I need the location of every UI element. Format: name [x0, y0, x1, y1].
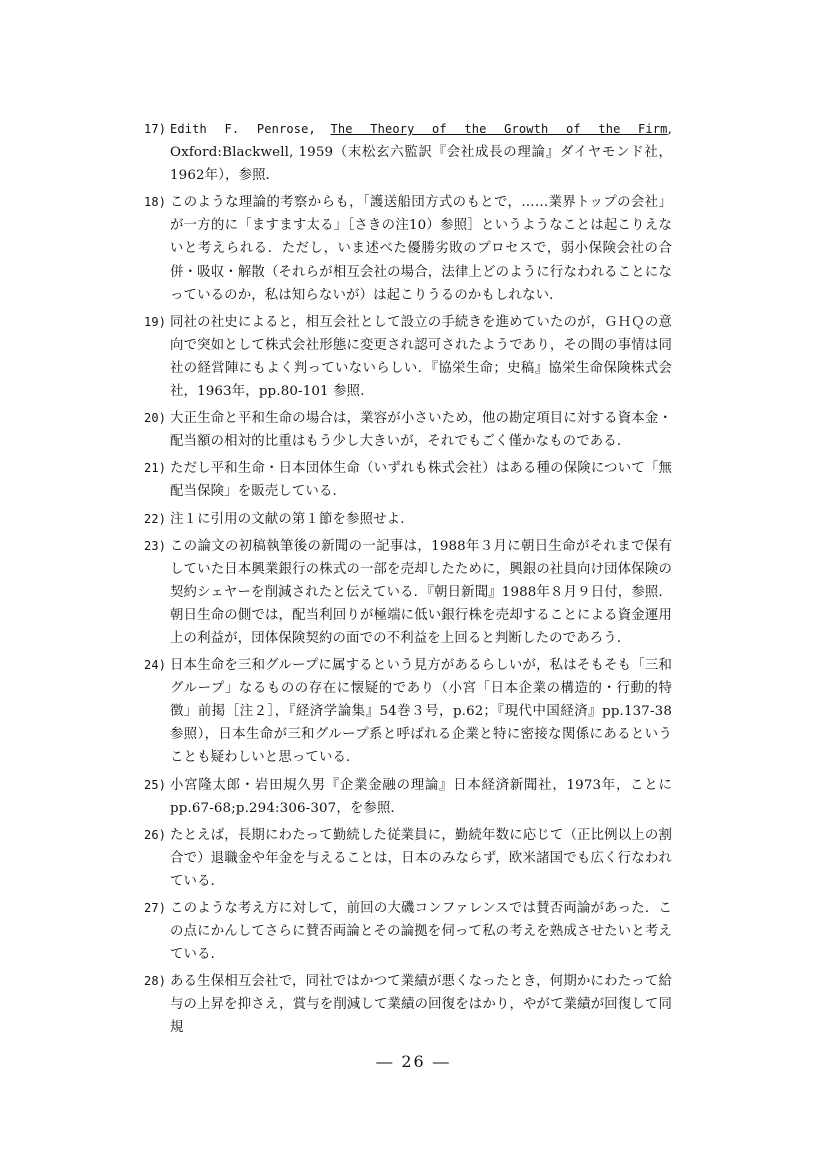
footnote-21 — [144, 457, 672, 503]
footnote-20 — [144, 407, 672, 453]
footnote-17 — [144, 118, 672, 187]
footnote-number: 18) — [144, 195, 167, 210]
footnote-23 — [144, 535, 672, 650]
page-number: ― 26 ― — [376, 1052, 451, 1071]
footnote-22 — [144, 508, 672, 531]
footnote-text: ただし平和生命・日本団体生命（いずれも株式会社）はある種の保険について「無配当保険」を販売している． — [170, 461, 672, 500]
footnote-rest: , Oxford:Blackwell, 1959（末松玄六監訳『会社成長の理論』ダイヤモンド社，1962年），参照． — [170, 122, 672, 184]
footnote-number: 25) — [144, 777, 167, 792]
footnote-28 — [144, 970, 672, 1039]
footnote-number: 20) — [144, 411, 167, 426]
footnote-text: 注１に引用の文献の第１節を参照せよ． — [170, 511, 414, 527]
footnote-number: 21) — [144, 461, 167, 476]
footnote-26 — [144, 824, 672, 893]
footnote-24 — [144, 654, 672, 769]
footnote-27 — [144, 897, 672, 966]
footnote-number: 19) — [144, 314, 167, 329]
footnote-number: 23) — [144, 538, 167, 553]
footnote-text: 日本生命を三和グループに属するという見方があるらしいが，私はそもそも「三和グループ」なるものの存在に懐疑的であり（小宮「日本企業の構造的・行動的特徴」前掲［注２］，『経済学論集』54巻３号，p.62；『現代中国経済』pp.137-38 参照），日本生命が三和グループ系と呼ばれる企業と特に密接な関係にあるということも疑わしいと思っている． — [170, 658, 672, 766]
footnote-text: 小宮隆太郎・岩田規久男『企業金融の理論』日本経済新聞社，1973年，ことにpp.67-68;p.294:306-307，を参照． — [170, 777, 672, 816]
footnote-number: 17) — [144, 122, 167, 136]
footnote-text: 大正生命と平和生命の場合は，業容が小さいため，他の勘定項目に対する資本金・配当額の相対的比重はもう少し大きいが，それでもごく僅かなものである． — [170, 411, 672, 450]
footnote-text: このような考え方に対して，前回の大磯コンファレンスでは賛否両論があった．この点にかんしてさらに賛否両論とその論拠を伺って私の考えを熟成させたいと考えている． — [170, 901, 672, 963]
footnote-number: 24) — [144, 658, 167, 673]
footnote-25 — [144, 774, 672, 820]
footnotes-section — [144, 118, 672, 1044]
footnote-text — [170, 118, 672, 187]
footnote-number: 22) — [144, 511, 167, 526]
footnote-19 — [144, 311, 672, 403]
book-title: The Theory of the Growth of the Firm — [330, 122, 668, 136]
footnote-text: ある生保相互会社で，同社ではかつて業績が悪くなったとき，何期かにわたって給与の上昇を抑さえ，賞与を削減して業績の回復をはかり，やがて業績が回復して同規 — [170, 974, 672, 1036]
footnote-text: 同社の社史によると，相互会社として設立の手続きを進めていたのが，ＧＨＱの意向で突如として株式会社形態に変更され認可されたようであり，その間の事情は同社の経営陣にもよく判っていないらしい．『協栄生命；史稿』協栄生命保険株式会社，1963年，pp.80-101 参照． — [170, 314, 672, 400]
footnote-text: この論文の初稿執筆後の新聞の一記事は，1988年３月に朝日生命がそれまで保有していた日本興業銀行の株式の一部を売却したために，興銀の社員向け団体保険の契約シェヤーを削減されたと伝えている．『朝日新聞』1988年８月９日付，参照．朝日生命の側では，配当利回りが極端に低い銀行株を売却することによる資金運用上の利益が，団体保険契約の面での不利益を上回ると判断したのであろう． — [170, 538, 672, 646]
footnote-number: 26) — [144, 827, 167, 842]
footnote-number: 27) — [144, 901, 167, 915]
footnote-text: このような理論的考察からも，「護送船団方式のもとで，……業界トップの会社」が一方的に「ますます太る」［さきの注10）参照］というようなことは起こりえないと考えられる．ただし，いま述べた優勝劣敗のプロセスで，弱小保険会社の合併・吸収・解散（それらが相互会社の場合，法律上どのように行なわれることになっているのか，私は知らないが）は起こりうるのかもしれない． — [170, 195, 672, 303]
footnote-text: たとえば，長期にわたって勤続した従業員に，勤続年数に応じて（正比例以上の割合で）退職金や年金を与えることは，日本のみならず，欧米諸国でも広く行なわれている． — [170, 827, 672, 889]
footnote-number: 28) — [144, 974, 167, 989]
footnote-author: Edith F. Penrose, — [170, 122, 316, 136]
footnote-18 — [144, 191, 672, 306]
